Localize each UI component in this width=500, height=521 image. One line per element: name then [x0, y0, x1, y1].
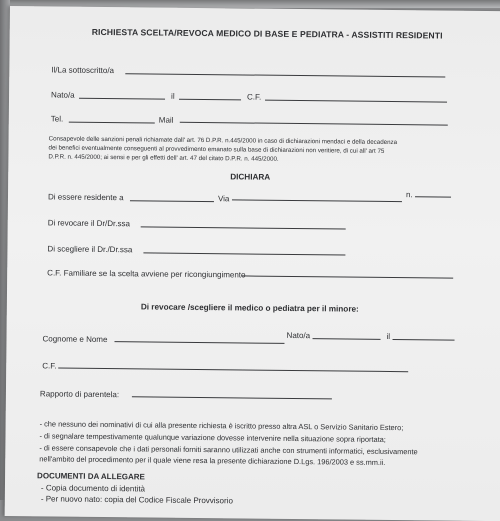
tel-label: Tel. — [50, 114, 64, 124]
documento-1: - Copia documento di identità — [40, 483, 146, 494]
residente-label: Di essere residente a — [47, 192, 124, 203]
minore-nato-field[interactable] — [313, 338, 381, 340]
parentela-field[interactable] — [132, 396, 332, 399]
minore-heading: Di revocare /scegliere il medico o pediatra per il minore: — [140, 302, 359, 314]
cognome-nome-label: Cognome e Nome — [42, 334, 108, 345]
revocare-label: Di revocare il Dr/Dr.ssa — [47, 218, 131, 229]
scegliere-field[interactable] — [143, 252, 345, 255]
via-field[interactable] — [232, 199, 402, 202]
sottoscritto-field[interactable] — [125, 73, 445, 77]
consapevole-line-1: Consapevole delle sanzioni penali richiamate dall' art. 76 D.P.R. n.445/2000 in caso di dichiarazioni mendaci e della decadenza — [48, 135, 398, 147]
mail-field[interactable] — [180, 122, 448, 126]
dichiarazione-3: - di essere consapevole che i dati personali forniti saranno utilizzati anche con strumenti informatici, esclusivamente — [39, 443, 418, 457]
nato-label: Nato/a — [51, 90, 75, 100]
minore-cf-label: C.F. — [42, 361, 57, 371]
il-label: il — [171, 91, 175, 101]
cf-label: C.F. — [247, 92, 262, 102]
form-title: RICHIESTA SCELTA/REVOCA MEDICO DI BASE E PEDIATRA - ASSISTITI RESIDENTI — [91, 26, 443, 41]
numero-label: n. — [405, 190, 413, 200]
minore-il-field[interactable] — [393, 339, 455, 341]
sottoscritto-label: Il/La sottoscritto/a — [51, 65, 115, 76]
tel-field[interactable] — [69, 122, 155, 124]
revocare-field[interactable] — [141, 226, 346, 229]
dichiara-heading: DICHIARA — [230, 172, 271, 182]
dichiarazione-1: - che nessuno dei nominativi di cui alla presente richiesta è iscritto presso altra ASL o Servizio Sanitario Estero; — [39, 419, 404, 433]
cf-field[interactable] — [265, 100, 447, 103]
dichiarazione-4: nell'ambito del procedimento per il quale viene resa la presente dichiarazione D.Lgs. 196/2003 e ss.mm.ii. — [39, 454, 386, 467]
documento-2: - Per nuovo nato: copia del Codice Fiscale Provvisorio — [40, 494, 233, 506]
dichiarazione-2: - di segnalare tempestivamente qualunque variazione dovesse intervenire nella situazione sopra riportata; — [39, 431, 386, 444]
residente-field[interactable] — [130, 200, 214, 202]
scegliere-label: Di scegliere il Dr./Dr.ssa — [47, 244, 133, 255]
ricongiungimento-field[interactable] — [241, 275, 453, 278]
ricongiungimento-label: C.F. Familiare se la scelta avviene per ricongiungimento — [47, 268, 246, 280]
form-sheet — [5, 6, 500, 521]
consapevole-line-2: dei benefici eventualmente conseguenti al provvedimento emanato sulla base di dichiarazioni non veritiere, di cui all' art 75 — [48, 144, 385, 155]
consapevole-line-3: D.P.R. n. 445/2000; ai sensi e per gli effetti dell' art. 47 del citato D.P.R. n. 445/2000. — [48, 153, 279, 163]
mail-label: Mail — [158, 115, 174, 125]
nato-field[interactable] — [79, 98, 165, 100]
parentela-label: Rapporto di parentela: — [39, 389, 120, 400]
cognome-nome-field[interactable] — [114, 341, 284, 344]
via-label: Via — [217, 194, 230, 204]
il-field[interactable] — [179, 99, 241, 101]
numero-field[interactable] — [415, 196, 451, 197]
minore-nato-label: Nato/a — [286, 330, 311, 341]
minore-cf-field[interactable] — [58, 368, 408, 373]
documenti-heading: DOCUMENTI DA ALLEGARE — [37, 471, 145, 482]
minore-il-label: il — [386, 331, 391, 341]
